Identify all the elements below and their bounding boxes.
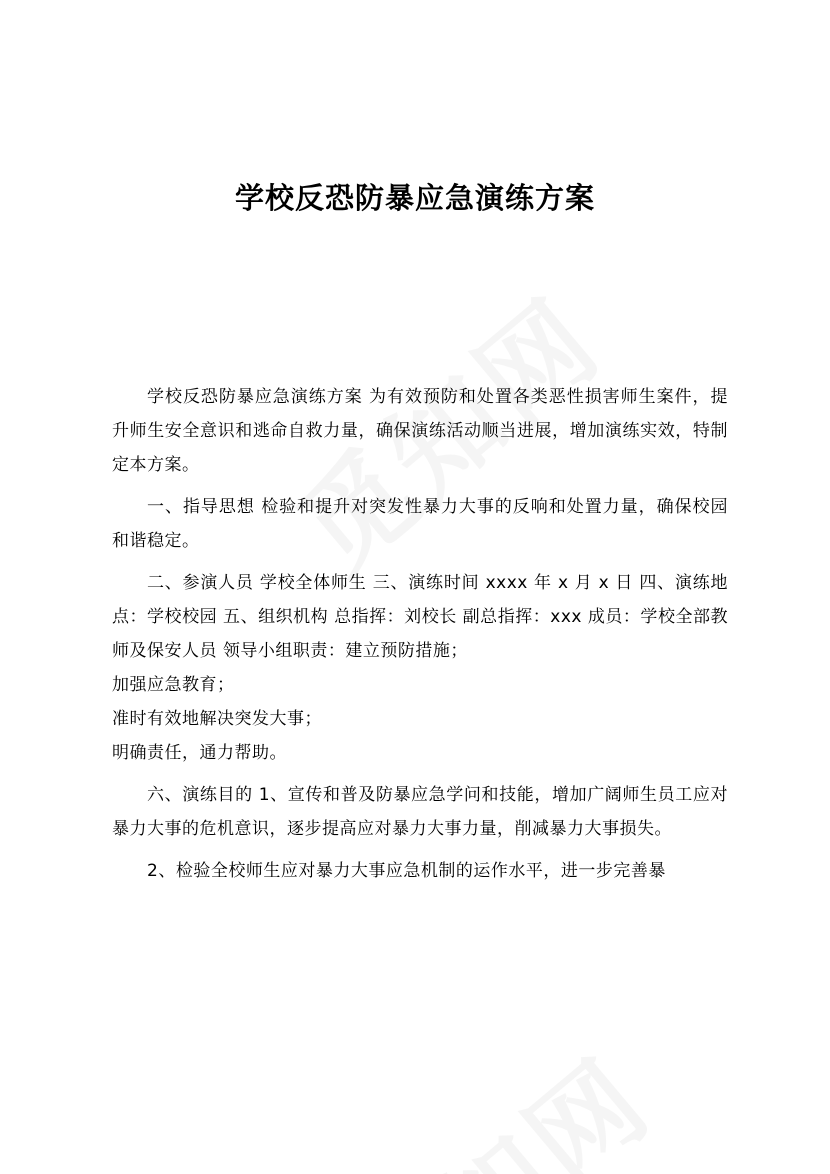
- paragraph: 加强应急教育；: [112, 675, 235, 695]
- paragraph: 一、指导思想 检验和提升对突发性暴力大事的反响和处置力量，确保校园和谐稳定。: [112, 497, 728, 551]
- watermark: [310, 1017, 678, 1174]
- paragraph: 二、参演人员 学校全体师生 三、演练时间 xxxx 年 x 月 x 日 四、演练地点：学校校园 五、组织机构 总指挥：刘校长 副总指挥：xxx 成员：学校全部教师及保安人员 领导小组职责：建立预防措施；: [112, 573, 728, 661]
- paragraph: 六、演练目的 1、宣传和普及防暴应急学问和技能，增加广阔师生员工应对暴力大事的危机意识，逐步提高应对暴力大事力量，削减暴力大事损失。: [112, 785, 728, 839]
- paragraph: 准时有效地解决突发大事；: [112, 709, 322, 729]
- paragraph: 明确责任，通力帮助。: [112, 743, 287, 763]
- document-title: 学校反恐防暴应急演练方案: [234, 181, 595, 215]
- paragraph: 2、检验全校师生应对暴力大事应急机制的运作水平，进一步完善暴: [147, 861, 666, 881]
- paragraph: 学校反恐防暴应急演练方案 为有效预防和处置各类恶性损害师生案件，提升师生安全意识和逃命自救力量，确保演练活动顺当进展，增加演练实效，特制定本方案。: [112, 387, 728, 475]
- document-body: [112, 380, 728, 896]
